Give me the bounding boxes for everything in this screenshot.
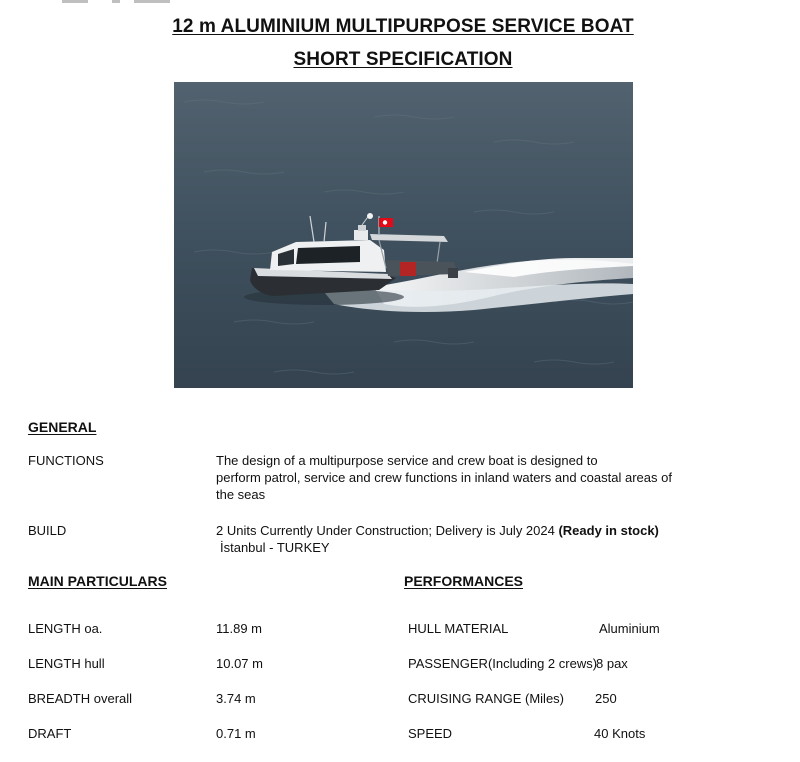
particular-label: DRAFT [28,726,72,741]
performance-label: CRUISING RANGE (Miles) [408,691,565,706]
document-subtitle: SHORT SPECIFICATION [293,49,513,70]
performance-label: HULL MATERIAL [408,621,509,636]
cropped-text-fragment [62,0,88,3]
build-stock-note: (Ready in stock) [558,523,659,538]
particular-value: 11.89 m [216,621,263,636]
main-particulars-heading: MAIN PARTICULARS [28,573,167,589]
performance-label: PASSENGER(Including 2 crews) [408,656,598,671]
performance-value: 40 Knots [594,726,646,741]
boat-photo [174,82,633,388]
build-status: 2 Units Currently Under Construction; Delivery is July 2024 [216,523,559,538]
particular-value: 3.74 m [216,691,256,706]
functions-label: FUNCTIONS [28,453,104,468]
functions-line: the seas [216,487,266,502]
build-text [216,523,659,538]
functions-text [216,452,716,503]
cropped-text-fragment [112,0,120,3]
general-heading: GENERAL [28,419,97,435]
particular-label: BREADTH overall [28,691,133,706]
performance-label: SPEED [408,726,453,741]
functions-line: The design of a multipurpose service and crew boat is designed to [216,453,598,468]
particular-label: LENGTH hull [28,656,105,671]
particular-value: 10.07 m [216,656,263,671]
build-label: BUILD [28,523,67,538]
functions-line: perform patrol, service and crew functions in inland waters and coastal areas of [216,470,672,485]
build-location: İstanbul - TURKEY [220,540,330,555]
document-title: 12 m ALUMINIUM MULTIPURPOSE SERVICE BOAT [172,16,634,37]
performance-value: 8 pax [596,656,628,671]
particular-value: 0.71 m [216,726,256,741]
performances-heading: PERFORMANCES [404,573,524,589]
cropped-text-fragment [134,0,170,3]
particular-label: LENGTH oa. [28,621,103,636]
performance-value: Aluminium [599,621,660,636]
performance-value: 250 [595,691,617,706]
